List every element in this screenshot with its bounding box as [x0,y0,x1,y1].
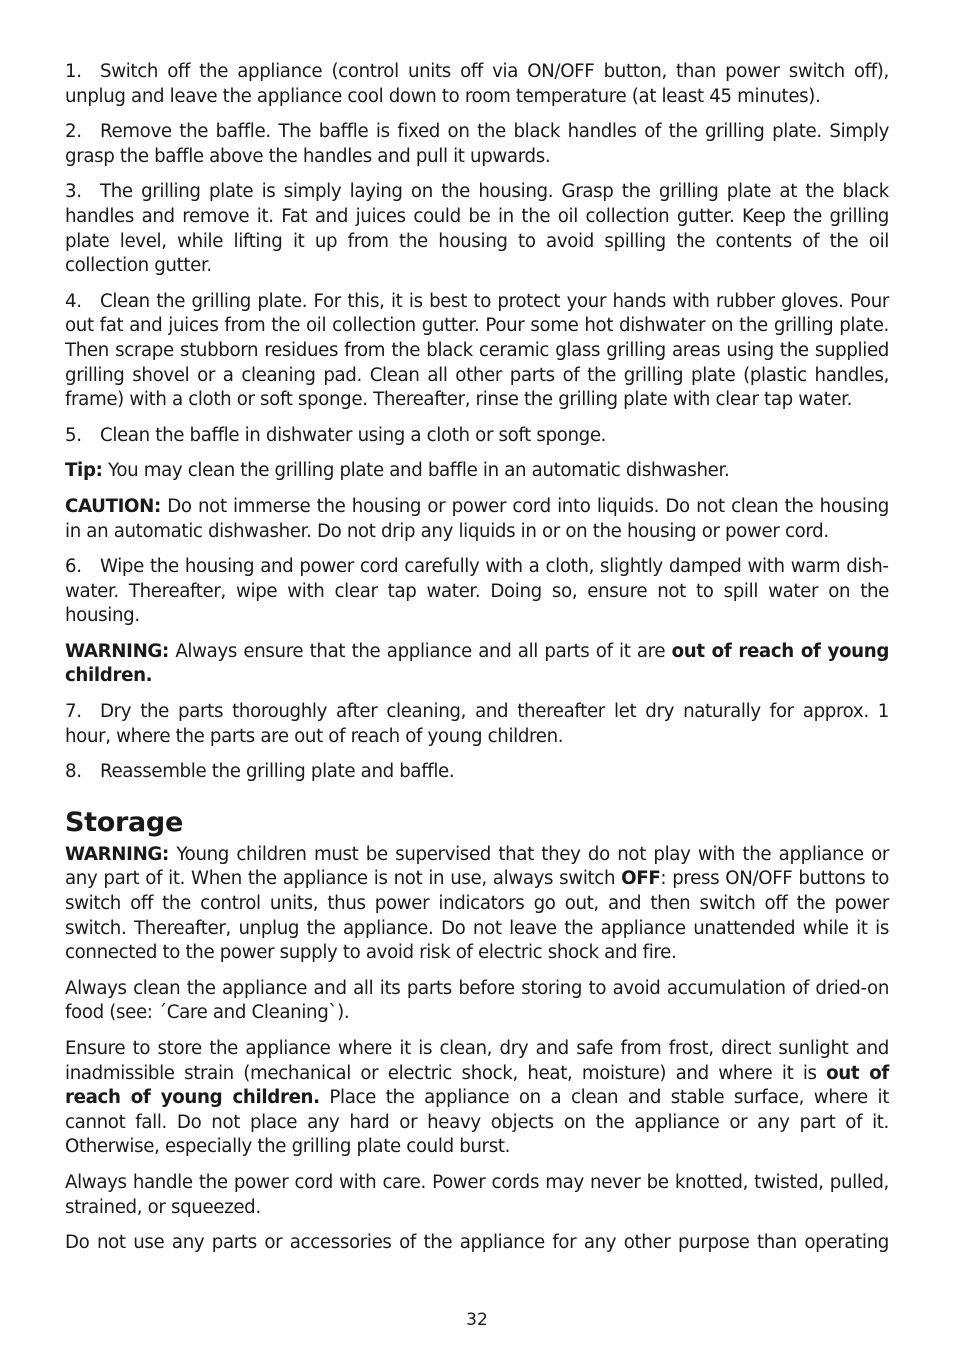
storage-paragraph-2-text-2: Place the appliance on a clean and stable surface, where it cannot fall. Do not place any hard or heavy objects on the appliance or any part of it. Otherwise, especially the grilling plate could burst. [65,1087,889,1158]
storage-paragraph-4: Do not use any parts or accessories of the appliance for any other purpose than operating [65,1232,889,1254]
warning-label: WARNING: [65,640,169,662]
step-text: The grilling plate is simply laying on the housing. Grasp the grilling plate at the black handles and remove it. Fat and juices could be in the oil collection gutter. Keep the grilling plate level, while lifting it up from the housing to avoid spilling the contents of the oil collection gutter. [65,181,889,277]
step-number: 5. [65,424,82,446]
page-number: 32 [466,1310,488,1330]
caution-label: CAUTION: [65,495,161,517]
caution-note [65,495,889,544]
step-number: 4. [65,290,82,312]
cleaning-step-5 [65,424,889,449]
step-text: Clean the baffle in dishwater using a cloth or soft sponge. [100,424,607,446]
step-number: 8. [65,761,82,783]
cleaning-step-4 [65,290,889,413]
step-number: 2. [65,121,82,143]
storage-warning-text-2: : press ON/OFF buttons to switch off the control units, thus power indicators go out, and then switch off the power switch. Thereafter, unplug the appliance. Do not leave the appliance unattended while it is connected to the power supply to avoid risk of electric shock and fire. [65,868,890,964]
warning-emphasis: out of reach of young children. [65,640,889,687]
step-number: 6. [65,556,82,578]
storage-paragraph-2 [65,1037,889,1160]
cleaning-step-7 [65,700,889,749]
step-number: 1. [65,61,82,82]
step-text: Reassemble the grilling plate and baffle. [100,761,455,783]
storage-warning [65,843,889,966]
cleaning-step-6 [65,555,889,629]
cleaning-step-2 [65,120,889,169]
step-text: Dry the parts thoroughly after cleaning, and thereafter let dry naturally for approx. 1 hour, where the parts are out of reach of young children. [65,701,889,747]
warning-text: Always ensure that the appliance and all parts of it are [168,640,672,662]
storage-warning-off: OFF [621,868,661,890]
step-text: Switch off the appliance (control units off via ON/OFF button, than power switch off), unplug and leave the appliance cool down to room temperature (at least 45 minutes). [65,61,889,107]
tip-text: You may clean the grilling plate and baffle in an automatic dishwasher. [102,460,730,482]
storage-heading: Storage [65,806,183,838]
step-text: Remove the baffle. The baffle is fixed on the black handles of the grilling plate. Simply grasp the baffle above the handles and pull it upwards. [65,121,889,167]
tip-note [65,459,889,484]
step-text: Clean the grilling plate. For this, it is best to protect your hands with rubber gloves. Pour out fat and juices from the oil collection gutter. Pour some hot dishwater on the grilling plate. Then scrape stubborn residues from the black ceramic glass grilling areas using the supplied grilling shovel or a cleaning pad. Clean all other parts of the grilling plate (plastic handles, frame) with a cloth or soft sponge. Thereafter, rinse the grilling plate with clear tap water. [65,290,889,411]
warning-note [65,640,889,689]
step-number: 7. [65,701,82,723]
caution-text: Do not immerse the housing or power cord into liquids. Do not clean the housing in an automatic dishwasher. Do not drip any liquids in or on the housing or power cord. [65,495,889,542]
storage-warning-label: WARNING: [65,843,169,865]
storage-paragraph-1: Always clean the appliance and all its parts before storing to avoid accumulation of dried-on food (see: ´Care and Cleaning`). [65,977,889,1024]
cleaning-step-3 [65,180,889,278]
document-page [65,60,889,1267]
step-number: 3. [65,181,82,203]
cleaning-step-1 [65,60,889,109]
storage-warning-text-1: Young children must be supervised that they do not play with the appliance or any part of it. When the appliance is not in use, always switch [65,843,889,890]
cleaning-step-8 [65,760,889,785]
storage-paragraph-3: Always handle the power cord with care. Power cords may never be knotted, twisted, pulled, strained, or squeezed. [65,1171,889,1218]
step-text: Wipe the housing and power cord carefully with a cloth, slightly damped with warm dishwater. Thereafter, wipe with clear tap water. Doing so, ensure not to spill water on the housing. [65,556,889,627]
tip-label: Tip: [65,460,103,482]
storage-paragraph-2-text-1: Ensure to store the appliance where it is clean, dry and safe from frost, direct sunlight and inadmissible strain (mechanical or electric shock, heat, moisture) and where it is [65,1038,889,1084]
storage-paragraph-2-emphasis: out of reach of young children. [65,1062,889,1109]
